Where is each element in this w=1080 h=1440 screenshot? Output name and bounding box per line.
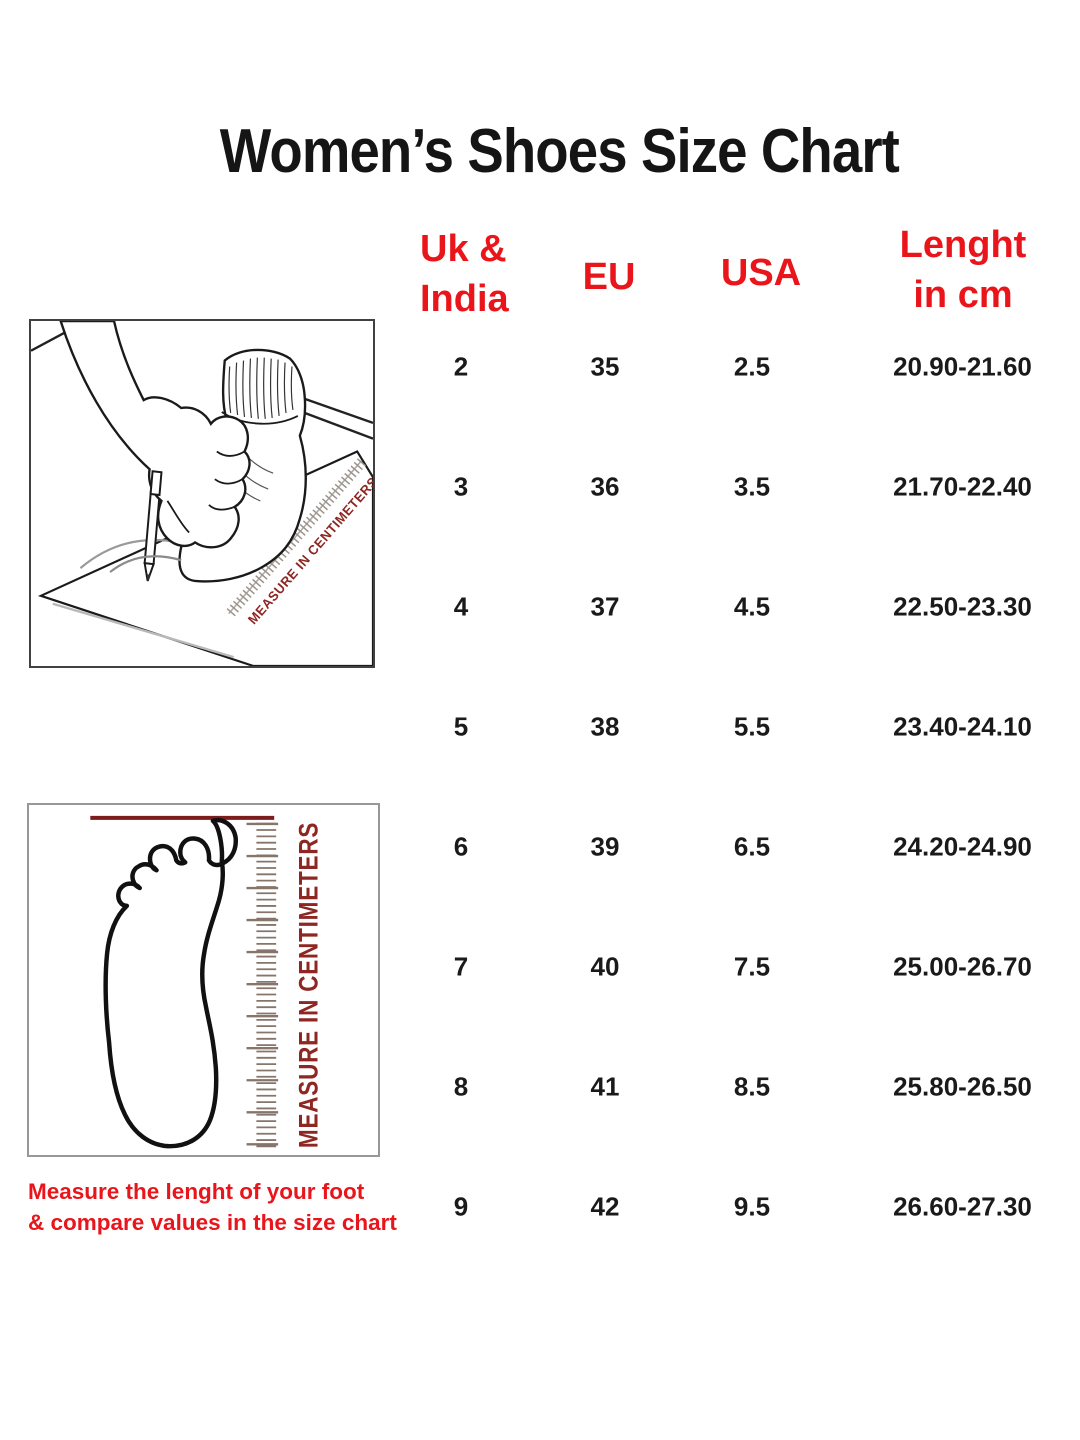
length-cm: 25.80-26.50 — [893, 1071, 1032, 1102]
length-cm: 20.90-21.60 — [893, 351, 1032, 382]
eu-size: 37 — [590, 591, 620, 622]
eu-size: 39 — [590, 831, 620, 862]
length-cm: 22.50-23.30 — [893, 591, 1032, 622]
usa-size: 8.5 — [733, 1071, 771, 1102]
ruler-label: MEASURE IN CENTIMETERS — [293, 805, 324, 1149]
footprint-drawing — [29, 805, 378, 1155]
length-cm: 25.00-26.70 — [893, 951, 1032, 982]
usa-size: 5.5 — [733, 711, 771, 742]
uk-size: 2 — [453, 351, 469, 382]
footprint-outline — [106, 820, 236, 1146]
uk-size: 6 — [453, 831, 469, 862]
eu-size: 36 — [590, 471, 620, 502]
measure-instruction-line1: Measure the lenght of your foot — [28, 1179, 365, 1204]
column-header-uk-line1: Uk & — [420, 228, 507, 270]
eu-size: 41 — [590, 1071, 620, 1102]
eu-size: 42 — [590, 1191, 620, 1222]
measure-instruction-line2: & compare values in the size chart — [28, 1210, 397, 1235]
column-header-length-line1: Lenght — [899, 224, 1027, 266]
table-row — [400, 907, 1060, 1027]
column-header-length — [876, 220, 1050, 320]
usa-size: 3.5 — [733, 471, 771, 502]
usa-size: 6.5 — [733, 831, 771, 862]
length-cm: 21.70-22.40 — [893, 471, 1032, 502]
column-header-eu: EU — [582, 256, 636, 298]
table-row — [400, 667, 1060, 787]
table-row — [400, 427, 1060, 547]
table-row — [400, 307, 1060, 427]
column-header-usa: USA — [720, 252, 802, 294]
column-header-uk-line2: India — [420, 278, 509, 320]
table-row — [400, 547, 1060, 667]
eu-size: 40 — [590, 951, 620, 982]
length-cm: 24.20-24.90 — [893, 831, 1032, 862]
eu-size: 35 — [590, 351, 620, 382]
page-title: Women’s Shoes Size Chart — [219, 117, 899, 186]
uk-size: 3 — [453, 471, 469, 502]
eu-size: 38 — [590, 711, 620, 742]
uk-size: 7 — [453, 951, 469, 982]
usa-size: 9.5 — [733, 1191, 771, 1222]
uk-size: 5 — [453, 711, 469, 742]
usa-size: 7.5 — [733, 951, 771, 982]
usa-size: 4.5 — [733, 591, 771, 622]
size-table — [400, 307, 1060, 1267]
usa-size: 2.5 — [733, 351, 771, 382]
uk-size: 9 — [453, 1191, 469, 1222]
table-row — [400, 1027, 1060, 1147]
column-header-length-line2: in cm — [913, 274, 1013, 316]
measure-instruction — [28, 1176, 397, 1238]
length-cm: 23.40-24.10 — [893, 711, 1032, 742]
length-cm: 26.60-27.30 — [893, 1191, 1032, 1222]
table-row — [400, 787, 1060, 907]
uk-size: 8 — [453, 1071, 469, 1102]
table-row — [400, 1147, 1060, 1267]
uk-size: 4 — [453, 591, 469, 622]
foot-tracing-drawing — [31, 321, 373, 666]
foot-tracing-illustration — [29, 319, 375, 668]
ruler-label: MEASURE IN CENTIMETERS — [244, 469, 373, 628]
footprint-illustration — [27, 803, 380, 1157]
